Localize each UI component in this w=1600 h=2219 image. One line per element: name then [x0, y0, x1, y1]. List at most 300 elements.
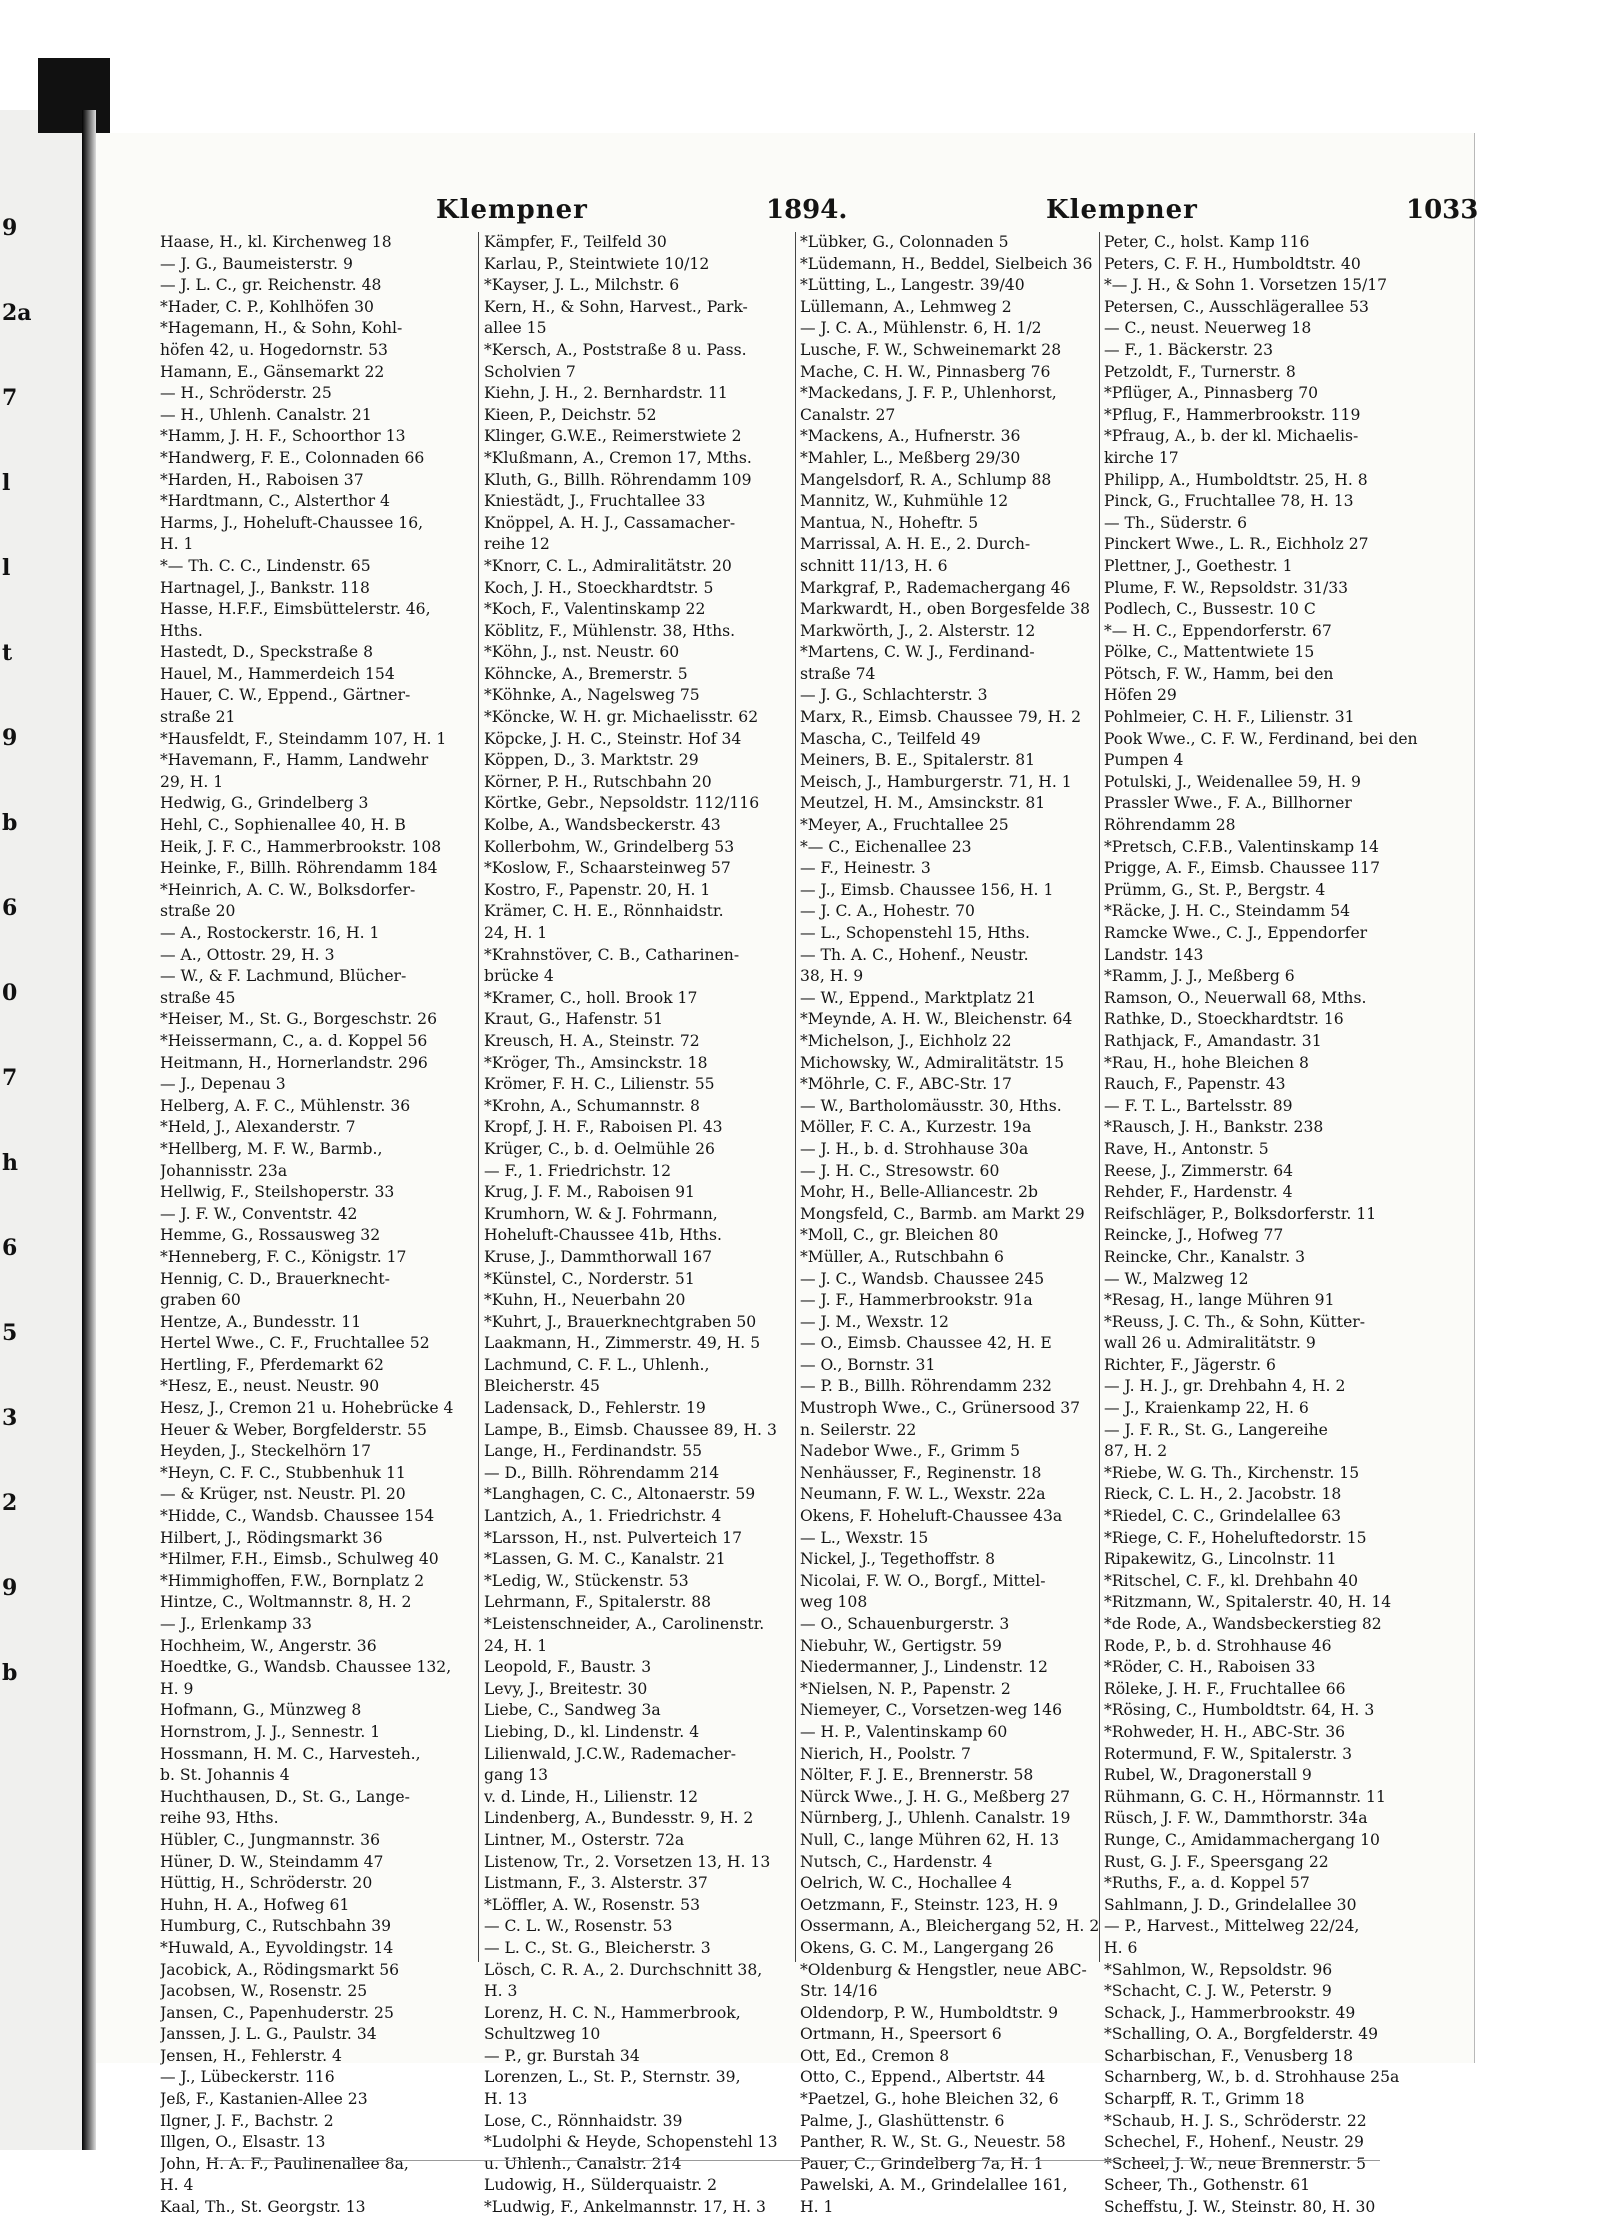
directory-entry-line: — F., 1. Friedrichstr. 12 — [484, 1161, 672, 1180]
directory-entry-line: Lusche, F. W., Schweinemarkt 28 — [800, 340, 1062, 359]
directory-entry-line: wall 26 u. Admiralitätstr. 9 — [1104, 1334, 1316, 1353]
directory-entry-line: Meutzel, H. M., Amsinckstr. 81 — [800, 794, 1046, 813]
directory-entry-line: *Heinrich, A. C. W., Bolksdorfer- — [160, 880, 416, 899]
directory-entry-line: Richter, F., Jägerstr. 6 — [1104, 1355, 1276, 1374]
directory-entry-line: *Meynde, A. H. W., Bleichenstr. 64 — [800, 1010, 1073, 1029]
directory-entry-line: Nadebor Wwe., F., Grimm 5 — [800, 1442, 1021, 1461]
directory-entry-line: — J. F. W., Conventstr. 42 — [160, 1204, 358, 1223]
left-page-edge — [0, 110, 85, 2150]
corner-bar — [38, 58, 110, 133]
directory-entry-line: Kern, H., & Sohn, Harvest., Park- — [484, 297, 748, 316]
directory-entry-line: Peters, C. F. H., Humboldtstr. 40 — [1104, 254, 1361, 273]
directory-entry-line: Humburg, C., Rutschbahn 39 — [160, 1917, 392, 1936]
directory-entry-line: Rave, H., Antonstr. 5 — [1104, 1139, 1269, 1158]
directory-entry-line: Hastedt, D., Speckstraße 8 — [160, 643, 373, 662]
directory-entry-line: Möller, F. C. A., Kurzestr. 19a — [800, 1118, 1032, 1137]
directory-entry-line: Nierich, H., Poolstr. 7 — [800, 1744, 971, 1763]
directory-entry-line: Nenhäusser, F., Reginenstr. 18 — [800, 1463, 1042, 1482]
directory-entry-line: Bleicherstr. 45 — [484, 1377, 600, 1396]
directory-entry-line: *Hagemann, H., & Sohn, Kohl- — [160, 319, 403, 338]
directory-entry-line: Null, C., lange Mühren 62, H. 13 — [800, 1830, 1060, 1849]
directory-entry-line: Neumann, F. W. L., Wexstr. 22a — [800, 1485, 1046, 1504]
directory-entry-line: *— C., Eichenallee 23 — [800, 837, 972, 856]
directory-entry-line: *Pflüger, A., Pinnasberg 70 — [1104, 384, 1319, 403]
header-right-title: Klempner — [1046, 195, 1198, 225]
directory-entry-line: Reifschläger, P., Bolksdorferstr. 11 — [1104, 1204, 1377, 1223]
directory-entry-line: *Ruths, F., a. d. Koppel 57 — [1104, 1874, 1310, 1893]
directory-entry-line: straße 21 — [160, 708, 236, 727]
directory-entry-line: Harms, J., Hoheluft-Chaussee 16, — [160, 513, 424, 532]
directory-column-4 — [1104, 232, 1434, 2219]
directory-entry-line: — A., Ottostr. 29, H. 3 — [160, 945, 335, 964]
directory-entry-line: *Kröger, Th., Amsinckstr. 18 — [484, 1053, 708, 1072]
directory-entry-line: Rathjack, F., Amandastr. 31 — [1104, 1031, 1322, 1050]
directory-entry-line: Lösch, C. R. A., 2. Durchschnitt 38, — [484, 1960, 763, 1979]
directory-entry-line: Knöppel, A. H. J., Cassamacher- — [484, 513, 736, 532]
column-rule — [478, 232, 479, 1962]
directory-entry-line: *Koslow, F., Schaarsteinweg 57 — [484, 859, 731, 878]
directory-entry-line: weg 108 — [800, 1593, 868, 1612]
directory-entry-line: *Henneberg, F. C., Königstr. 17 — [160, 1247, 407, 1266]
directory-entry-line: *Ledig, W., Stückenstr. 53 — [484, 1571, 689, 1590]
header-year: 1894. — [766, 195, 848, 225]
directory-entry-line: *Harden, H., Raboisen 37 — [160, 470, 364, 489]
directory-entry-line: *Heiser, M., St. G., Borgeschstr. 26 — [160, 1010, 438, 1029]
directory-entry-line: — J. M., Wexstr. 12 — [800, 1312, 949, 1331]
directory-entry-line: Illgen, O., Elsastr. 13 — [160, 2133, 326, 2152]
directory-entry-line: allee 15 — [484, 319, 547, 338]
directory-entry-line: Markwardt, H., oben Borgesfelde 38 — [800, 600, 1091, 619]
directory-entry-line: Scheffstu, J. W., Steinstr. 80, H. 30 — [1104, 2198, 1376, 2217]
directory-entry-line: *Hellberg, M. F. W., Barmb., — [160, 1139, 383, 1158]
directory-entry-line: *Moll, C., gr. Bleichen 80 — [800, 1226, 999, 1245]
directory-entry-line: Lehrmann, F., Spitalerstr. 88 — [484, 1593, 712, 1612]
directory-entry-line: *Oldenburg & Hengstler, neue ABC- — [800, 1960, 1087, 1979]
directory-entry-line: *Schaub, H. J. S., Schröderstr. 22 — [1104, 2111, 1367, 2130]
directory-entry-line: Heitmann, H., Hornerlandstr. 296 — [160, 1053, 428, 1072]
directory-entry-line: Hartnagel, J., Bankstr. 118 — [160, 578, 370, 597]
directory-entry-line: Prigge, A. F., Eimsb. Chaussee 117 — [1104, 859, 1381, 878]
directory-entry-line: *Pflug, F., Hammerbrookstr. 119 — [1104, 405, 1361, 424]
directory-entry-line: *— J. H., & Sohn 1. Vorsetzen 15/17 — [1104, 276, 1388, 295]
directory-entry-line: — J. H. J., gr. Drehbahn 4, H. 2 — [1104, 1377, 1346, 1396]
directory-entry-line: Hintze, C., Woltmannstr. 8, H. 2 — [160, 1593, 412, 1612]
directory-entry-line: — F. T. L., Bartelsstr. 89 — [1104, 1096, 1293, 1115]
directory-entry-line: Scharnberg, W., b. d. Strohhause 25a — [1104, 2068, 1400, 2087]
directory-entry-line: Köpcke, J. H. C., Steinstr. Hof 34 — [484, 729, 742, 748]
directory-entry-line: Otto, C., Eppend., Albertstr. 44 — [800, 2068, 1046, 2087]
left-page-fragment: t — [2, 640, 13, 666]
directory-entry-line: *Kuhn, H., Neuerbahn 20 — [484, 1291, 686, 1310]
directory-entry-line: Pauer, C., Grindelberg 7a, H. 1 — [800, 2154, 1044, 2173]
directory-entry-line: Pumpen 4 — [1104, 751, 1184, 770]
directory-entry-line: Heuer & Weber, Borgfelderstr. 55 — [160, 1420, 427, 1439]
directory-entry-line: Lilienwald, J.C.W., Rademacher- — [484, 1744, 737, 1763]
directory-entry-line: — O., Schauenburgerstr. 3 — [800, 1615, 1010, 1633]
directory-entry-line: — L. C., St. G., Bleicherstr. 3 — [484, 1938, 711, 1957]
directory-entry-line: *Ludolphi & Heyde, Schopenstehl 13 — [484, 2133, 778, 2152]
directory-entry-line: Pook Wwe., C. F. W., Ferdinand, bei den — [1104, 729, 1418, 748]
directory-entry-line: Hennig, C. D., Brauerknecht- — [160, 1269, 390, 1288]
left-page-fragment: 0 — [2, 980, 18, 1006]
directory-entry-line: *Langhagen, C. C., Altonaerstr. 59 — [484, 1485, 756, 1504]
directory-entry-line: — J. C., Wandsb. Chaussee 245 — [800, 1269, 1045, 1288]
directory-entry-line: Pinck, G., Fruchtallee 78, H. 13 — [1104, 492, 1354, 511]
directory-entry-line: *Lassen, G. M. C., Kanalstr. 21 — [484, 1550, 726, 1569]
directory-entry-line: *Krohn, A., Schumannstr. 8 — [484, 1096, 700, 1115]
directory-entry-line: Scholvien 7 — [484, 362, 576, 381]
directory-entry-line: Reincke, Chr., Kanalstr. 3 — [1104, 1247, 1306, 1266]
directory-entry-line: Ludowig, H., Sülderquaistr. 2 — [484, 2176, 717, 2195]
directory-entry-line: Pötsch, F. W., Hamm, bei den — [1104, 664, 1334, 683]
directory-entry-line: Hesz, J., Cremon 21 u. Hohebrücke 4 — [160, 1399, 454, 1418]
directory-entry-line: Köppen, D., 3. Marktstr. 29 — [484, 751, 699, 770]
directory-entry-line: *Rau, H., hohe Bleichen 8 — [1104, 1053, 1309, 1072]
directory-entry-line: Prümm, G., St. P., Bergstr. 4 — [1104, 880, 1326, 899]
left-page-fragment: 2 — [2, 1490, 18, 1516]
directory-entry-line: *Ritschel, C. F., kl. Drehbahn 40 — [1104, 1571, 1358, 1590]
directory-entry-line: Hasse, H.F.F., Eimsbüttelerstr. 46, — [160, 600, 431, 619]
directory-entry-line: Marrissal, A. H. E., 2. Durch- — [800, 535, 1031, 554]
directory-entry-line: *Rausch, J. H., Bankstr. 238 — [1104, 1118, 1324, 1137]
directory-entry-line: Ramson, O., Neuerwall 68, Mths. — [1104, 988, 1367, 1007]
directory-entry-line: H. 6 — [1104, 1938, 1138, 1957]
directory-entry-line: Hochheim, W., Angerstr. 36 — [160, 1636, 377, 1655]
directory-entry-line: — C. L. W., Rosenstr. 53 — [484, 1917, 673, 1936]
directory-entry-line: — J., Lübeckerstr. 116 — [160, 2068, 335, 2087]
directory-entry-line: Markgraf, P., Rademachergang 46 — [800, 578, 1071, 597]
directory-entry-line: Lange, H., Ferdinandstr. 55 — [484, 1442, 703, 1461]
directory-entry-line: 29, H. 1 — [160, 772, 224, 791]
directory-entry-line: Lindenberg, A., Bundesstr. 9, H. 2 — [484, 1809, 754, 1828]
directory-entry-line: *Klußmann, A., Cremon 17, Mths. — [484, 448, 752, 467]
directory-entry-line: — Th. A. C., Hohenf., Neustr. — [800, 945, 1029, 964]
directory-entry-line: Heik, J. F. C., Hammerbrookstr. 108 — [160, 837, 442, 856]
directory-entry-line: Hossmann, H. M. C., Harvesteh., — [160, 1744, 421, 1763]
directory-entry-line: Koch, J. H., Stoeckhardtstr. 5 — [484, 578, 714, 597]
directory-entry-line: Johannisstr. 23a — [160, 1161, 288, 1180]
directory-entry-line: *Krahnstöver, C. B., Catharinen- — [484, 945, 740, 964]
directory-entry-line: — A., Rostockerstr. 16, H. 1 — [160, 924, 380, 942]
directory-entry-line: *— Th. C. C., Lindenstr. 65 — [160, 556, 371, 575]
directory-entry-line: Pawelski, A. M., Grindelallee 161, — [800, 2176, 1068, 2195]
directory-entry-line: Nicolai, F. W. O., Borgf., Mittel- — [800, 1571, 1046, 1590]
directory-entry-line: Runge, C., Amidammachergang 10 — [1104, 1830, 1380, 1849]
directory-entry-line: Hüttig, H., Schröderstr. 20 — [160, 1874, 373, 1893]
directory-entry-line: straße 74 — [800, 664, 876, 683]
directory-entry-line: Ortmann, H., Speersort 6 — [800, 2025, 1002, 2044]
directory-entry-line: Plettner, J., Goethestr. 1 — [1104, 556, 1293, 575]
directory-entry-line: — J. G., Schlachterstr. 3 — [800, 686, 988, 705]
directory-entry-line: Niebuhr, W., Gertigstr. 59 — [800, 1636, 1002, 1655]
directory-entry-line: *Mackens, A., Hufnerstr. 36 — [800, 427, 1021, 446]
directory-entry-line: Reese, J., Zimmerstr. 64 — [1104, 1161, 1294, 1180]
directory-entry-line: *Handwerg, F. E., Colonnaden 66 — [160, 448, 425, 467]
directory-entry-line: Leopold, F., Baustr. 3 — [484, 1658, 652, 1677]
left-page-fragment: l — [2, 470, 11, 496]
directory-entry-line: Rubel, W., Dragonerstall 9 — [1104, 1766, 1312, 1785]
directory-entry-line: — W., Eppend., Marktplatz 21 — [800, 988, 1037, 1007]
directory-entry-line: *Möhrle, C. F., ABC-Str. 17 — [800, 1075, 1012, 1094]
directory-entry-line: *Riebe, W. G. Th., Kirchenstr. 15 — [1104, 1463, 1360, 1482]
directory-entry-line: Palme, J., Glashüttenstr. 6 — [800, 2111, 1005, 2130]
directory-entry-line: *Hidde, C., Wandsb. Chaussee 154 — [160, 1507, 435, 1526]
directory-entry-line: Mongsfeld, C., Barmb. am Markt 29 — [800, 1204, 1085, 1223]
directory-entry-line: Hentze, A., Bundesstr. 11 — [160, 1312, 362, 1331]
directory-entry-line: Jensen, H., Fehlerstr. 4 — [160, 2046, 342, 2065]
directory-entry-line: Philipp, A., Humboldtstr. 25, H. 8 — [1104, 470, 1368, 489]
directory-entry-line: *Ritzmann, W., Spitalerstr. 40, H. 14 — [1104, 1593, 1392, 1612]
directory-entry-line: — O., Eimsb. Chaussee 42, H. E — [800, 1334, 1052, 1353]
left-page-fragment: b — [2, 1660, 18, 1686]
directory-entry-line: *Schacht, C. J. W., Peterstr. 9 — [1104, 1982, 1332, 2001]
directory-entry-line: *Hamm, J. H. F., Schoorthor 13 — [160, 427, 406, 446]
directory-entry-line: Rehder, F., Hardenstr. 4 — [1104, 1183, 1293, 1202]
directory-entry-line: John, H. A. F., Paulinenallee 8a, — [160, 2154, 409, 2173]
directory-entry-line: Rauch, F., Papenstr. 43 — [1104, 1075, 1286, 1094]
directory-entry-line: Landstr. 143 — [1104, 945, 1204, 964]
left-page-fragment: 7 — [2, 385, 18, 411]
directory-entry-line: — W., & F. Lachmund, Blücher- — [160, 967, 407, 986]
directory-entry-line: Scharbischan, F., Venusberg 18 — [1104, 2046, 1354, 2065]
header-left-title: Klempner — [436, 195, 588, 225]
directory-entry-line: Lantzich, A., 1. Friedrichstr. 4 — [484, 1507, 722, 1526]
directory-entry-line: Mangelsdorf, R. A., Schlump 88 — [800, 470, 1052, 489]
directory-entry-line: Rotermund, F. W., Spitalerstr. 3 — [1104, 1744, 1353, 1763]
directory-entry-line: Kluth, G., Billh. Röhrendamm 109 — [484, 470, 752, 489]
directory-entry-line: — L., Wexstr. 15 — [800, 1528, 929, 1547]
directory-entry-line: Kieen, P., Deichstr. 52 — [484, 405, 657, 424]
directory-entry-line: Sahlmann, J. D., Grindelallee 30 — [1104, 1895, 1357, 1914]
directory-entry-line: *Pretsch, C.F.B., Valentinskamp 14 — [1104, 837, 1379, 856]
directory-entry-line: Kaal, Th., St. Georgstr. 13 — [160, 2198, 366, 2217]
directory-entry-line: *Löffler, A. W., Rosenstr. 53 — [484, 1895, 701, 1914]
directory-entry-line: *Held, J., Alexanderstr. 7 — [160, 1118, 356, 1137]
left-page-fragment: 9 — [2, 1575, 18, 1601]
directory-entry-line: Krug, J. F. M., Raboisen 91 — [484, 1183, 695, 1202]
directory-entry-line: Kreusch, H. A., Steinstr. 72 — [484, 1031, 700, 1050]
directory-entry-line: schnitt 11/13, H. 6 — [800, 556, 948, 575]
directory-entry-line: Hilbert, J., Rödingsmarkt 36 — [160, 1528, 383, 1547]
directory-entry-line: — J. C. A., Mühlenstr. 6, H. 1/2 — [800, 319, 1042, 338]
directory-entry-line: — J., Eimsb. Chaussee 156, H. 1 — [800, 880, 1054, 899]
directory-entry-line: straße 20 — [160, 902, 236, 921]
directory-entry-line: Plume, F. W., Repsoldstr. 31/33 — [1104, 578, 1349, 597]
directory-entry-line: *Koch, F., Valentinskamp 22 — [484, 600, 706, 619]
directory-entry-line: *Nielsen, N. P., Papenstr. 2 — [800, 1679, 1011, 1698]
footer-scale-rule — [210, 2150, 1380, 2161]
directory-entry-line: n. Seilerstr. 22 — [800, 1420, 917, 1439]
directory-entry-line: — J. H. C., Stresowstr. 60 — [800, 1161, 1000, 1180]
directory-entry-line: — F., Heinestr. 3 — [800, 859, 931, 878]
directory-entry-line: graben 60 — [160, 1291, 241, 1310]
directory-entry-line: Pölke, C., Mattentwiete 15 — [1104, 643, 1315, 662]
directory-entry-line: *Lüdemann, H., Beddel, Sielbeich 36 — [800, 254, 1093, 273]
directory-entry-line: — W., Malzweg 12 — [1104, 1269, 1249, 1288]
directory-entry-line: Hofmann, G., Münzweg 8 — [160, 1701, 362, 1720]
directory-entry-line: Ramcke Wwe., C. J., Eppendorfer — [1104, 924, 1368, 942]
page-number: 1033 — [1406, 195, 1479, 225]
directory-entry-line: Hoheluft-Chaussee 41b, Hths. — [484, 1226, 722, 1245]
directory-entry-line: Petzoldt, F., Turnerstr. 8 — [1104, 362, 1296, 381]
directory-entry-line: Kollerbohm, W., Grindelberg 53 — [484, 837, 735, 856]
directory-entry-line: *Huwald, A., Eyvoldingstr. 14 — [160, 1938, 394, 1957]
directory-entry-line: straße 45 — [160, 988, 236, 1007]
directory-entry-line: Niedermanner, J., Lindenstr. 12 — [800, 1658, 1048, 1677]
directory-entry-line: reihe 12 — [484, 535, 550, 554]
left-page-fragment: 6 — [2, 1235, 18, 1261]
directory-entry-line: *Pfraug, A., b. der kl. Michaelis- — [1104, 427, 1359, 446]
directory-entry-line: Lintner, M., Osterstr. 72a — [484, 1830, 685, 1849]
directory-entry-line: — J. C. A., Hohestr. 70 — [800, 902, 975, 921]
left-page-fragment: 6 — [2, 895, 18, 921]
left-page-fragment: 5 — [2, 1320, 18, 1346]
directory-entry-line: 87, H. 2 — [1104, 1442, 1168, 1461]
directory-entry-line: Krumhorn, W. & J. Fohrmann, — [484, 1204, 718, 1223]
directory-entry-line: Schultzweg 10 — [484, 2025, 601, 2044]
directory-entry-line: Helberg, A. F. C., Mühlenstr. 36 — [160, 1096, 411, 1115]
directory-entry-line: b. St. Johannis 4 — [160, 1766, 290, 1785]
directory-entry-line: Meiners, B. E., Spitalerstr. 81 — [800, 751, 1036, 770]
directory-entry-line: Hertling, F., Pferdemarkt 62 — [160, 1355, 384, 1374]
directory-entry-line: *Kayser, J. L., Milchstr. 6 — [484, 276, 680, 295]
directory-entry-line: Rühmann, G. C. H., Hörmannstr. 11 — [1104, 1787, 1386, 1806]
directory-entry-line: Nickel, J., Tegethoffstr. 8 — [800, 1550, 996, 1569]
directory-entry-line: — L., Schopenstehl 15, Hths. — [800, 924, 1030, 942]
directory-entry-line: Krämer, C. H. E., Rönnhaidstr. — [484, 902, 724, 921]
directory-entry-line: Hemme, G., Rossausweg 32 — [160, 1226, 381, 1245]
directory-entry-line: Hellwig, F., Steilshoperstr. 33 — [160, 1183, 395, 1202]
directory-column-3 — [800, 232, 1116, 2219]
directory-entry-line: Hamann, E., Gänsemarkt 22 — [160, 362, 385, 381]
directory-entry-line: Huchthausen, D., St. G., Lange- — [160, 1787, 410, 1806]
directory-entry-line: Reincke, J., Hofweg 77 — [1104, 1226, 1284, 1245]
directory-entry-line: Lorenzen, L., St. P., Sternstr. 39, — [484, 2068, 741, 2087]
directory-entry-line: Liebing, D., kl. Lindenstr. 4 — [484, 1722, 700, 1741]
directory-entry-line: *Kersch, A., Poststraße 8 u. Pass. — [484, 340, 747, 359]
directory-entry-line: Hoedtke, G., Wandsb. Chaussee 132, — [160, 1658, 452, 1677]
directory-entry-line: Markwörth, J., 2. Alsterstr. 12 — [800, 621, 1036, 640]
directory-entry-line: Nutsch, C., Hardenstr. 4 — [800, 1852, 993, 1871]
directory-entry-line: *Räcke, J. H. C., Steindamm 54 — [1104, 902, 1351, 921]
directory-entry-line: *Köhnke, A., Nagelsweg 75 — [484, 686, 700, 705]
directory-entry-line: Rieck, C. L. H., 2. Jacobstr. 18 — [1104, 1485, 1342, 1504]
directory-entry-line: Liebe, C., Sandweg 3a — [484, 1701, 661, 1720]
directory-entry-line: höfen 42, u. Hogedornstr. 53 — [160, 340, 388, 359]
directory-entry-line: Oelrich, W. C., Hochallee 4 — [800, 1874, 1012, 1893]
page-header — [96, 195, 1479, 231]
directory-entry-line: Hths. — [160, 621, 203, 640]
directory-entry-line: Niemeyer, C., Vorsetzen-weg 146 — [800, 1701, 1063, 1720]
directory-entry-line: Lüllemann, A., Lehmweg 2 — [800, 297, 1012, 316]
directory-entry-line: *Havemann, F., Hamm, Landwehr — [160, 751, 429, 770]
left-page-fragment: 7 — [2, 1065, 18, 1091]
directory-entry-line: — P., Harvest., Mittelweg 22/24, — [1104, 1917, 1360, 1936]
directory-entry-line: *Lütting, L., Langestr. 39/40 — [800, 276, 1025, 295]
directory-entry-line: — H., Uhlenh. Canalstr. 21 — [160, 405, 372, 424]
directory-entry-line: *Ludwig, F., Ankelmannstr. 17, H. 3 — [484, 2198, 766, 2217]
directory-entry-line: Köblitz, F., Mühlenstr. 38, Hths. — [484, 621, 736, 640]
directory-entry-line: Hüner, D. W., Steindamm 47 — [160, 1852, 384, 1871]
directory-entry-line: Rust, G. J. F., Speersgang 22 — [1104, 1852, 1329, 1871]
directory-entry-line: Krüger, C., b. d. Oelmühle 26 — [484, 1139, 715, 1158]
directory-entry-line: *Hausfeldt, F., Steindamm 107, H. 1 — [160, 729, 447, 748]
directory-entry-line: — J., Depenau 3 — [160, 1075, 286, 1094]
directory-entry-line: Pohlmeier, C. H. F., Lilienstr. 31 — [1104, 708, 1355, 727]
directory-entry-line: *Riedel, C. C., Grindelallee 63 — [1104, 1507, 1342, 1526]
directory-entry-line: — Th., Süderstr. 6 — [1104, 513, 1248, 532]
left-page-fragment: 9 — [2, 215, 18, 241]
directory-entry-line: Heyden, J., Steckelhörn 17 — [160, 1442, 372, 1461]
directory-entry-line: *Kuhrt, J., Brauerknechtgraben 50 — [484, 1312, 757, 1331]
directory-entry-line: — P., gr. Burstah 34 — [484, 2046, 640, 2065]
gutter-shadow — [82, 110, 96, 2150]
directory-entry-line: Rüsch, J. F. W., Dammthorstr. 34a — [1104, 1809, 1368, 1828]
directory-entry-line: v. d. Linde, H., Lilienstr. 12 — [484, 1787, 699, 1806]
directory-entry-line: — P. B., Billh. Röhrendamm 232 — [800, 1377, 1052, 1396]
directory-entry-line: Okens, G. C. M., Langergang 26 — [800, 1938, 1054, 1957]
directory-entry-line: Panther, R. W., St. G., Neuestr. 58 — [800, 2133, 1066, 2152]
directory-entry-line: H. 1 — [160, 535, 194, 554]
directory-entry-line: Jeß, F., Kastanien-Allee 23 — [160, 2090, 368, 2109]
directory-entry-line: *Heissermann, C., a. d. Koppel 56 — [160, 1031, 428, 1050]
directory-entry-line: Haase, H., kl. Kirchenweg 18 — [160, 233, 392, 251]
directory-entry-line: *Köhn, J., nst. Neustr. 60 — [484, 643, 680, 662]
directory-entry-line: Hertel Wwe., C. F., Fruchtallee 52 — [160, 1334, 430, 1353]
left-page-fragment: h — [2, 1150, 18, 1176]
directory-entry-line: Nölter, F. J. E., Brennerstr. 58 — [800, 1766, 1034, 1785]
directory-entry-line: Levy, J., Breitestr. 30 — [484, 1679, 648, 1698]
directory-entry-line: *Riege, C. F., Hoheluftedorstr. 15 — [1104, 1528, 1367, 1547]
directory-entry-line: *Müller, A., Rutschbahn 6 — [800, 1247, 1004, 1266]
directory-entry-line: — J. F. R., St. G., Langereihe — [1104, 1420, 1328, 1439]
directory-entry-line: Mantua, N., Hoheftr. 5 — [800, 513, 979, 532]
directory-entry-line: Hehl, C., Sophienallee 40, H. B — [160, 816, 406, 835]
directory-entry-line: H. 13 — [484, 2090, 528, 2109]
directory-entry-line: Jansen, C., Papenhuderstr. 25 — [160, 2003, 394, 2022]
directory-entry-line: Röleke, J. H. F., Fruchtallee 66 — [1104, 1679, 1346, 1698]
directory-entry-line: *Mackedans, J. F. P., Uhlenhorst, — [800, 384, 1057, 403]
directory-entry-line: *Hardtmann, C., Alsterthor 4 — [160, 492, 390, 511]
directory-entry-line: Scheer, Th., Gothenstr. 61 — [1104, 2176, 1311, 2195]
directory-column-2 — [484, 232, 800, 2219]
directory-entry-line: Peter, C., holst. Kamp 116 — [1104, 233, 1310, 251]
left-page-fragment: 3 — [2, 1405, 18, 1431]
left-page-fragment: b — [2, 810, 18, 836]
directory-entry-line: H. 3 — [484, 1982, 518, 2001]
directory-entry-line: Kraut, G., Hafenstr. 51 — [484, 1010, 664, 1029]
directory-entry-line: 24, H. 1 — [484, 924, 548, 942]
directory-entry-line: Nürnberg, J., Uhlenh. Canalstr. 19 — [800, 1809, 1071, 1828]
directory-entry-line: Jacobick, A., Rödingsmarkt 56 — [160, 1960, 400, 1979]
directory-entry-line: kirche 17 — [1104, 448, 1179, 467]
directory-entry-line: *Scheel, J. W., neue Brennerstr. 5 — [1104, 2154, 1366, 2173]
directory-entry-line: Schack, J., Hammerbrookstr. 49 — [1104, 2003, 1356, 2022]
directory-entry-line: Kropf, J. H. F., Raboisen Pl. 43 — [484, 1118, 723, 1137]
directory-entry-line: *Himmighoffen, F.W., Bornplatz 2 — [160, 1571, 425, 1590]
directory-entry-line: — H. P., Valentinskamp 60 — [800, 1722, 1008, 1741]
directory-entry-line: Kruse, J., Dammthorwall 167 — [484, 1247, 713, 1266]
directory-entry-line: *Schalling, O. A., Borgfelderstr. 49 — [1104, 2025, 1379, 2044]
directory-entry-line: Potulski, J., Weidenallee 59, H. 9 — [1104, 772, 1361, 791]
directory-entry-line: Michowsky, W., Admiralitätstr. 15 — [800, 1053, 1065, 1072]
directory-entry-line: *Paetzel, G., hohe Bleichen 32, 6 — [800, 2090, 1059, 2109]
directory-entry-line: *Sahlmon, W., Repsoldstr. 96 — [1104, 1960, 1333, 1979]
directory-entry-line: Listenow, Tr., 2. Vorsetzen 13, H. 13 — [484, 1852, 771, 1871]
directory-entry-line: — J., Kraienkamp 22, H. 6 — [1104, 1399, 1309, 1418]
directory-entry-line: Schechel, F., Hohenf., Neustr. 29 — [1104, 2133, 1364, 2152]
directory-entry-line: gang 13 — [484, 1766, 549, 1785]
